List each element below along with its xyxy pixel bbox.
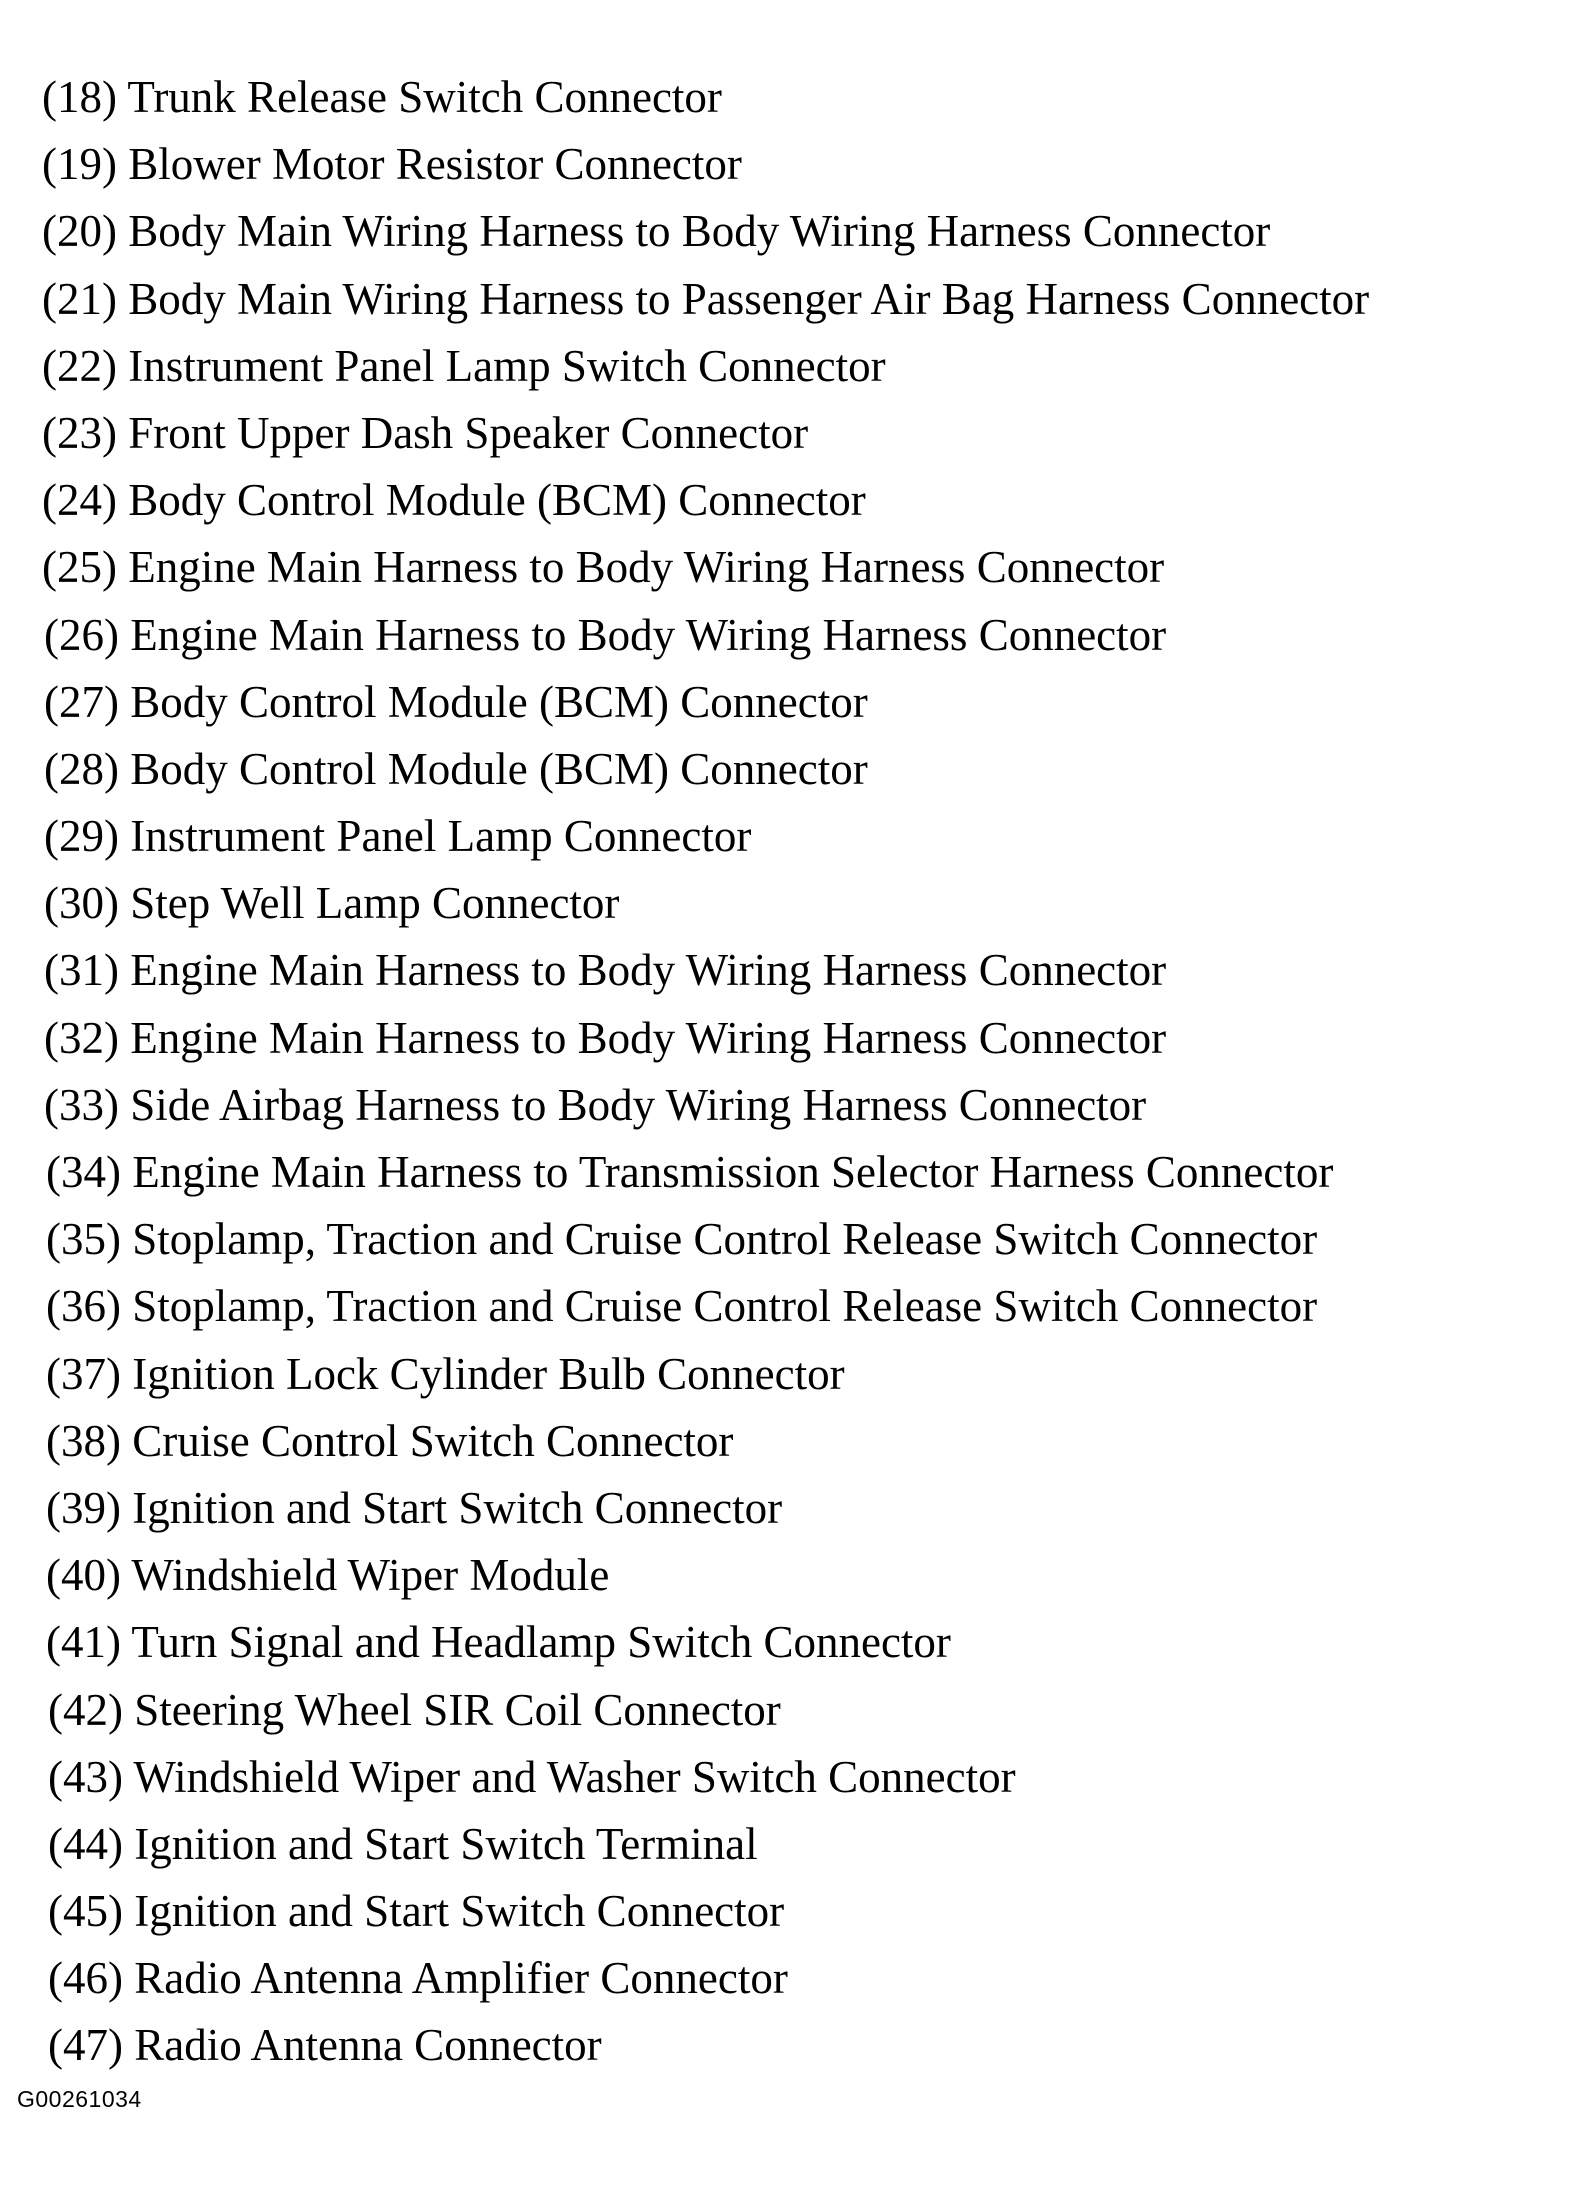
legend-item: (46) Radio Antenna Amplifier Connector bbox=[48, 1953, 788, 2004]
legend-item: (39) Ignition and Start Switch Connector bbox=[46, 1482, 783, 1533]
legend-item: (28) Body Control Module (BCM) Connector bbox=[44, 743, 868, 794]
legend-item: (29) Instrument Panel Lamp Connector bbox=[44, 811, 752, 862]
legend-item: (40) Windshield Wiper Module bbox=[46, 1550, 610, 1601]
legend-item: (19) Blower Motor Resistor Connector bbox=[42, 139, 742, 190]
legend-item: (47) Radio Antenna Connector bbox=[48, 2020, 602, 2071]
legend-item: (43) Windshield Wiper and Washer Switch Connector bbox=[48, 1751, 1016, 1802]
legend-item: (26) Engine Main Harness to Body Wiring Harness Connector bbox=[44, 609, 1167, 660]
legend-item: (34) Engine Main Harness to Transmission Selector Harness Connector bbox=[46, 1147, 1334, 1197]
legend-item: (42) Steering Wheel SIR Coil Connector bbox=[48, 1684, 781, 1735]
legend-item: (41) Turn Signal and Headlamp Switch Connector bbox=[46, 1617, 951, 1668]
legend-item: (20) Body Main Wiring Harness to Body Wiring Harness Connector bbox=[42, 206, 1271, 257]
legend-item: (22) Instrument Panel Lamp Switch Connector bbox=[42, 340, 886, 391]
legend-item: (21) Body Main Wiring Harness to Passenger Air Bag Harness Connector bbox=[42, 273, 1370, 324]
legend-item: (44) Ignition and Start Switch Terminal bbox=[48, 1818, 758, 1869]
legend-item: (32) Engine Main Harness to Body Wiring Harness Connector bbox=[44, 1012, 1167, 1063]
legend-item: (27) Body Control Module (BCM) Connector bbox=[44, 676, 868, 727]
legend-item: (30) Step Well Lamp Connector bbox=[44, 878, 620, 929]
legend-item: (18) Trunk Release Switch Connector bbox=[42, 72, 722, 122]
figure-id: G00261034 bbox=[17, 2086, 142, 2112]
legend-item: (37) Ignition Lock Cylinder Bulb Connector bbox=[46, 1348, 845, 1399]
connector-legend-list bbox=[42, 64, 1369, 2080]
legend-item: (38) Cruise Control Switch Connector bbox=[46, 1415, 734, 1466]
legend-item: (23) Front Upper Dash Speaker Connector bbox=[42, 407, 809, 458]
legend-item: (33) Side Airbag Harness to Body Wiring Harness Connector bbox=[44, 1079, 1147, 1130]
legend-item: (35) Stoplamp, Traction and Cruise Control Release Switch Connector bbox=[46, 1214, 1318, 1265]
legend-item: (36) Stoplamp, Traction and Cruise Control Release Switch Connector bbox=[46, 1281, 1318, 1332]
legend-item: (31) Engine Main Harness to Body Wiring Harness Connector bbox=[44, 945, 1167, 996]
legend-item: (45) Ignition and Start Switch Connector bbox=[48, 1886, 785, 1937]
legend-item: (24) Body Control Module (BCM) Connector bbox=[42, 475, 866, 526]
legend-item: (25) Engine Main Harness to Body Wiring Harness Connector bbox=[42, 542, 1165, 593]
